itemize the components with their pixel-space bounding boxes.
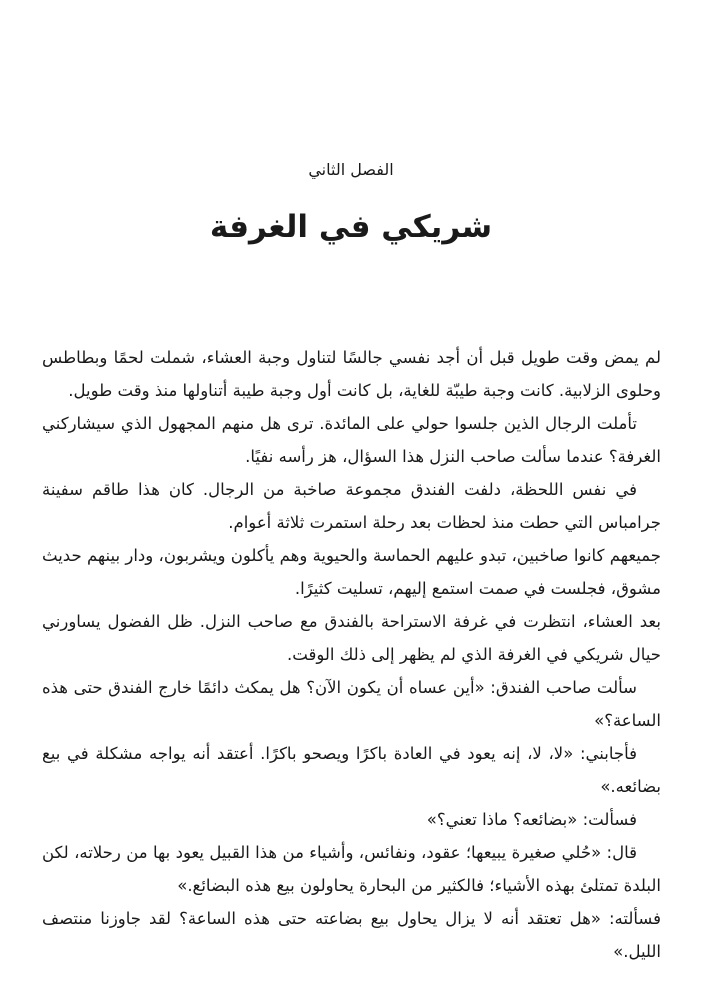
paragraph: لم يمض وقت طويل قبل أن أجد نفسي جالسًا لتناول وجبة العشاء، شملت لحمًا وبطاطس وحلوى الزلابية. كانت وجبة طيبّة للغاية، بل كانت أول وجبة طيبة أتناولها منذ وقت طويل. [42,348,661,400]
paragraph: فسألته: «هل تعتقد أنه لا يزال يحاول بيع بضاعته حتى هذه الساعة؟ لقد جاوزنا منتصف الليل.» [42,909,661,961]
chapter-title: شريكي في الغرفة [209,209,493,245]
chapter-label: الفصل الثاني [308,160,394,179]
paragraph: فأجابني: «لا، لا، إنه يعود في العادة باكرًا ويصحو باكرًا. أعتقد أنه يواجه مشكلة في بيع بضائعه.» [42,744,661,796]
paragraph: قال: «حُلي صغيرة يبيعها؛ عقود، ونفائس، وأشياء من هذا القبيل يعود بها من رحلاته، لكن البلدة تمتلئ بهذه الأشياء؛ فالكثير من البحارة يحاولون بيع هذه البضائع.» [42,843,661,895]
paragraph: جميعهم كانوا صاخبين، تبدو عليهم الحماسة والحيوية وهم يأكلون ويشربون، ودار بينهم حديث مشوق، فجلست في صمت استمع إليهم، تسليت كثيرًا. [42,546,661,598]
paragraph: سألت صاحب الفندق: «أين عساه أن يكون الآن؟ هل يمكث دائمًا خارج الفندق حتى هذه الساعة؟» [42,678,661,730]
paragraph: فسألت: «بضائعه؟ ماذا تعني؟» [426,810,637,829]
paragraph: تأملت الرجال الذين جلسوا حولي على المائدة. ترى هل منهم المجهول الذي سيشاركني الغرفة؟ عندما سألت صاحب النزل هذا السؤال، هز رأسه نفيًا. [42,414,661,466]
paragraph: بعد العشاء، انتظرت في غرفة الاستراحة بالفندق مع صاحب النزل. ظل الفضول يساورني حيال شريكي في الغرفة الذي لم يظهر إلى ذلك الوقت. [42,612,661,664]
chapter-body [42,341,661,968]
paragraph: في نفس اللحظة، دلفت الفندق مجموعة صاخبة من الرجال. كان هذا طاقم سفينة جرامباس التي حطت منذ لحظات بعد رحلة استمرت ثلاثة أعوام. [42,480,661,532]
